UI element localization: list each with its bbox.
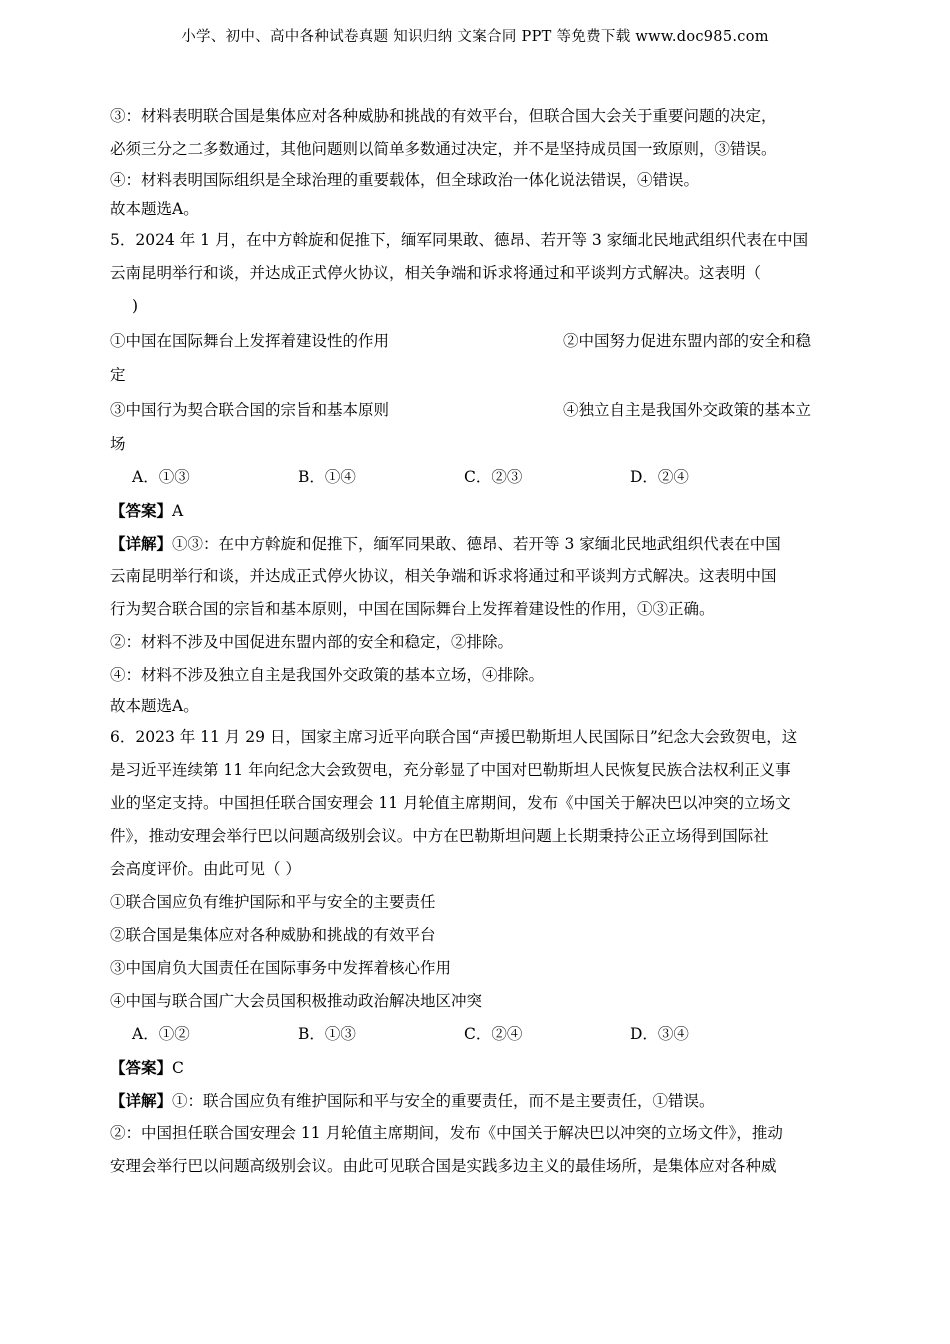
text-line: 故本题选A。: [110, 697, 199, 715]
text-line: ④：材料表明国际组织是全球治理的重要载体，但全球政治一体化说法错误，④错误。: [110, 171, 700, 189]
text-line: 行为契合联合国的宗旨和基本原则，中国在国际舞台上发挥着建设性的作用，①③正确。: [110, 600, 715, 618]
question-6: [110, 721, 850, 1183]
option-3: ③中国行为契合联合国的宗旨和基本原则: [110, 401, 390, 419]
question-stem-line: ): [132, 297, 139, 315]
answer-label: 【答案】: [110, 501, 173, 520]
option-2-continuation: 定: [110, 366, 126, 384]
question-stem-line: 5．2024 年 1 月，在中方斡旋和促推下，缅军同果敢、德昂、若开等 3 家缅北民地武组织代表在中国: [110, 231, 809, 249]
explanation-line: [110, 1084, 850, 1117]
answer-choices: [110, 461, 850, 494]
previous-answer-section: [110, 100, 850, 224]
explanation-text: ①③：在中方斡旋和促推下，缅军同果敢、德昂、若开等 3 家缅北民地武组织代表在中国: [172, 535, 781, 553]
text-line: 必须三分之二多数通过，其他问题则以简单多数通过决定，并不是坚持成员国一致原则，③错误。: [110, 140, 777, 158]
answer-value: A: [172, 502, 184, 520]
option-1: ①联合国应负有维护国际和平与安全的主要责任: [110, 893, 436, 911]
text-line: ②：中国担任联合国安理会 11 月轮值主席期间，发布《中国关于解决巴以冲突的立场文件》，推动: [110, 1124, 783, 1142]
question-stem-line: 是习近平连续第 11 年向纪念大会致贺电，充分彰显了中国对巴勒斯坦人民恢复民族合法权利正义事: [110, 761, 791, 779]
text-line: 安理会举行巴以问题高级别会议。由此可见联合国是实践多边主义的最佳场所，是集体应对各种威: [110, 1157, 777, 1175]
text-line: 故本题选A。: [110, 200, 199, 218]
option-4: ④独立自主是我国外交政策的基本立: [563, 401, 812, 419]
choice-a: A．①③: [132, 468, 190, 486]
explanation-label: 【详解】: [110, 1091, 173, 1110]
option-4: ④中国与联合国广大会员国积极推动政治解决地区冲突: [110, 992, 483, 1010]
question-stem-line: 件》，推动安理会举行巴以问题高级别会议。中方在巴勒斯坦问题上长期秉持公正立场得到国际社: [110, 827, 769, 845]
answer-value: C: [172, 1059, 184, 1077]
choice-c: C．②④: [464, 1025, 523, 1043]
answer-label: 【答案】: [110, 1058, 173, 1077]
document-body: [110, 100, 850, 1183]
option-4-continuation: 场: [110, 435, 126, 453]
option-1: ①中国在国际舞台上发挥着建设性的作用: [110, 332, 390, 350]
explanation-label: 【详解】: [110, 534, 173, 553]
question-stem-line: 6．2023 年 11 月 29 日，国家主席习近平向联合国“声援巴勒斯坦人民国际日”纪念大会致贺电，这: [110, 728, 798, 746]
explanation-line: [110, 527, 850, 560]
question-5: [110, 224, 850, 721]
option-3: ③中国肩负大国责任在国际事务中发挥着核心作用: [110, 959, 452, 977]
option-row: [110, 392, 850, 428]
question-stem-line: 云南昆明举行和谈，并达成正式停火协议，相关争端和诉求将通过和平谈判方式解决。这表明（: [110, 264, 762, 282]
page-header: 小学、初中、高中各种试卷真题 知识归纳 文案合同 PPT 等免费下载 www.doc985.com: [181, 29, 769, 45]
question-stem-line: 会高度评价。由此可见（ ）: [110, 860, 301, 878]
choice-d: D．③④: [630, 1025, 689, 1043]
choice-b: B．①③: [298, 1025, 356, 1043]
option-2: ②联合国是集体应对各种威胁和挑战的有效平台: [110, 926, 436, 944]
text-line: ②：材料不涉及中国促进东盟内部的安全和稳定，②排除。: [110, 633, 514, 651]
choice-c: C．②③: [464, 468, 523, 486]
text-line: ③：材料表明联合国是集体应对各种威胁和挑战的有效平台，但联合国大会关于重要问题的决定，: [110, 107, 777, 125]
explanation-text: ①：联合国应负有维护国际和平与安全的重要责任，而不是主要责任，①错误。: [172, 1092, 715, 1110]
text-line: ④：材料不涉及独立自主是我国外交政策的基本立场，④排除。: [110, 666, 545, 684]
choice-a: A．①②: [132, 1025, 190, 1043]
choice-b: B．①④: [298, 468, 356, 486]
question-stem-line: 业的坚定支持。中国担任联合国安理会 11 月轮值主席期间，发布《中国关于解决巴以冲突的立场文: [110, 794, 791, 812]
answer-choices: [110, 1018, 850, 1051]
text-line: 云南昆明举行和谈，并达成正式停火协议，相关争端和诉求将通过和平谈判方式解决。这表明中国: [110, 567, 777, 585]
answer-line: [110, 494, 850, 527]
option-row: [110, 323, 850, 359]
answer-line: [110, 1051, 850, 1084]
option-2: ②中国努力促进东盟内部的安全和稳: [563, 332, 812, 350]
choice-d: D．②④: [630, 468, 689, 486]
